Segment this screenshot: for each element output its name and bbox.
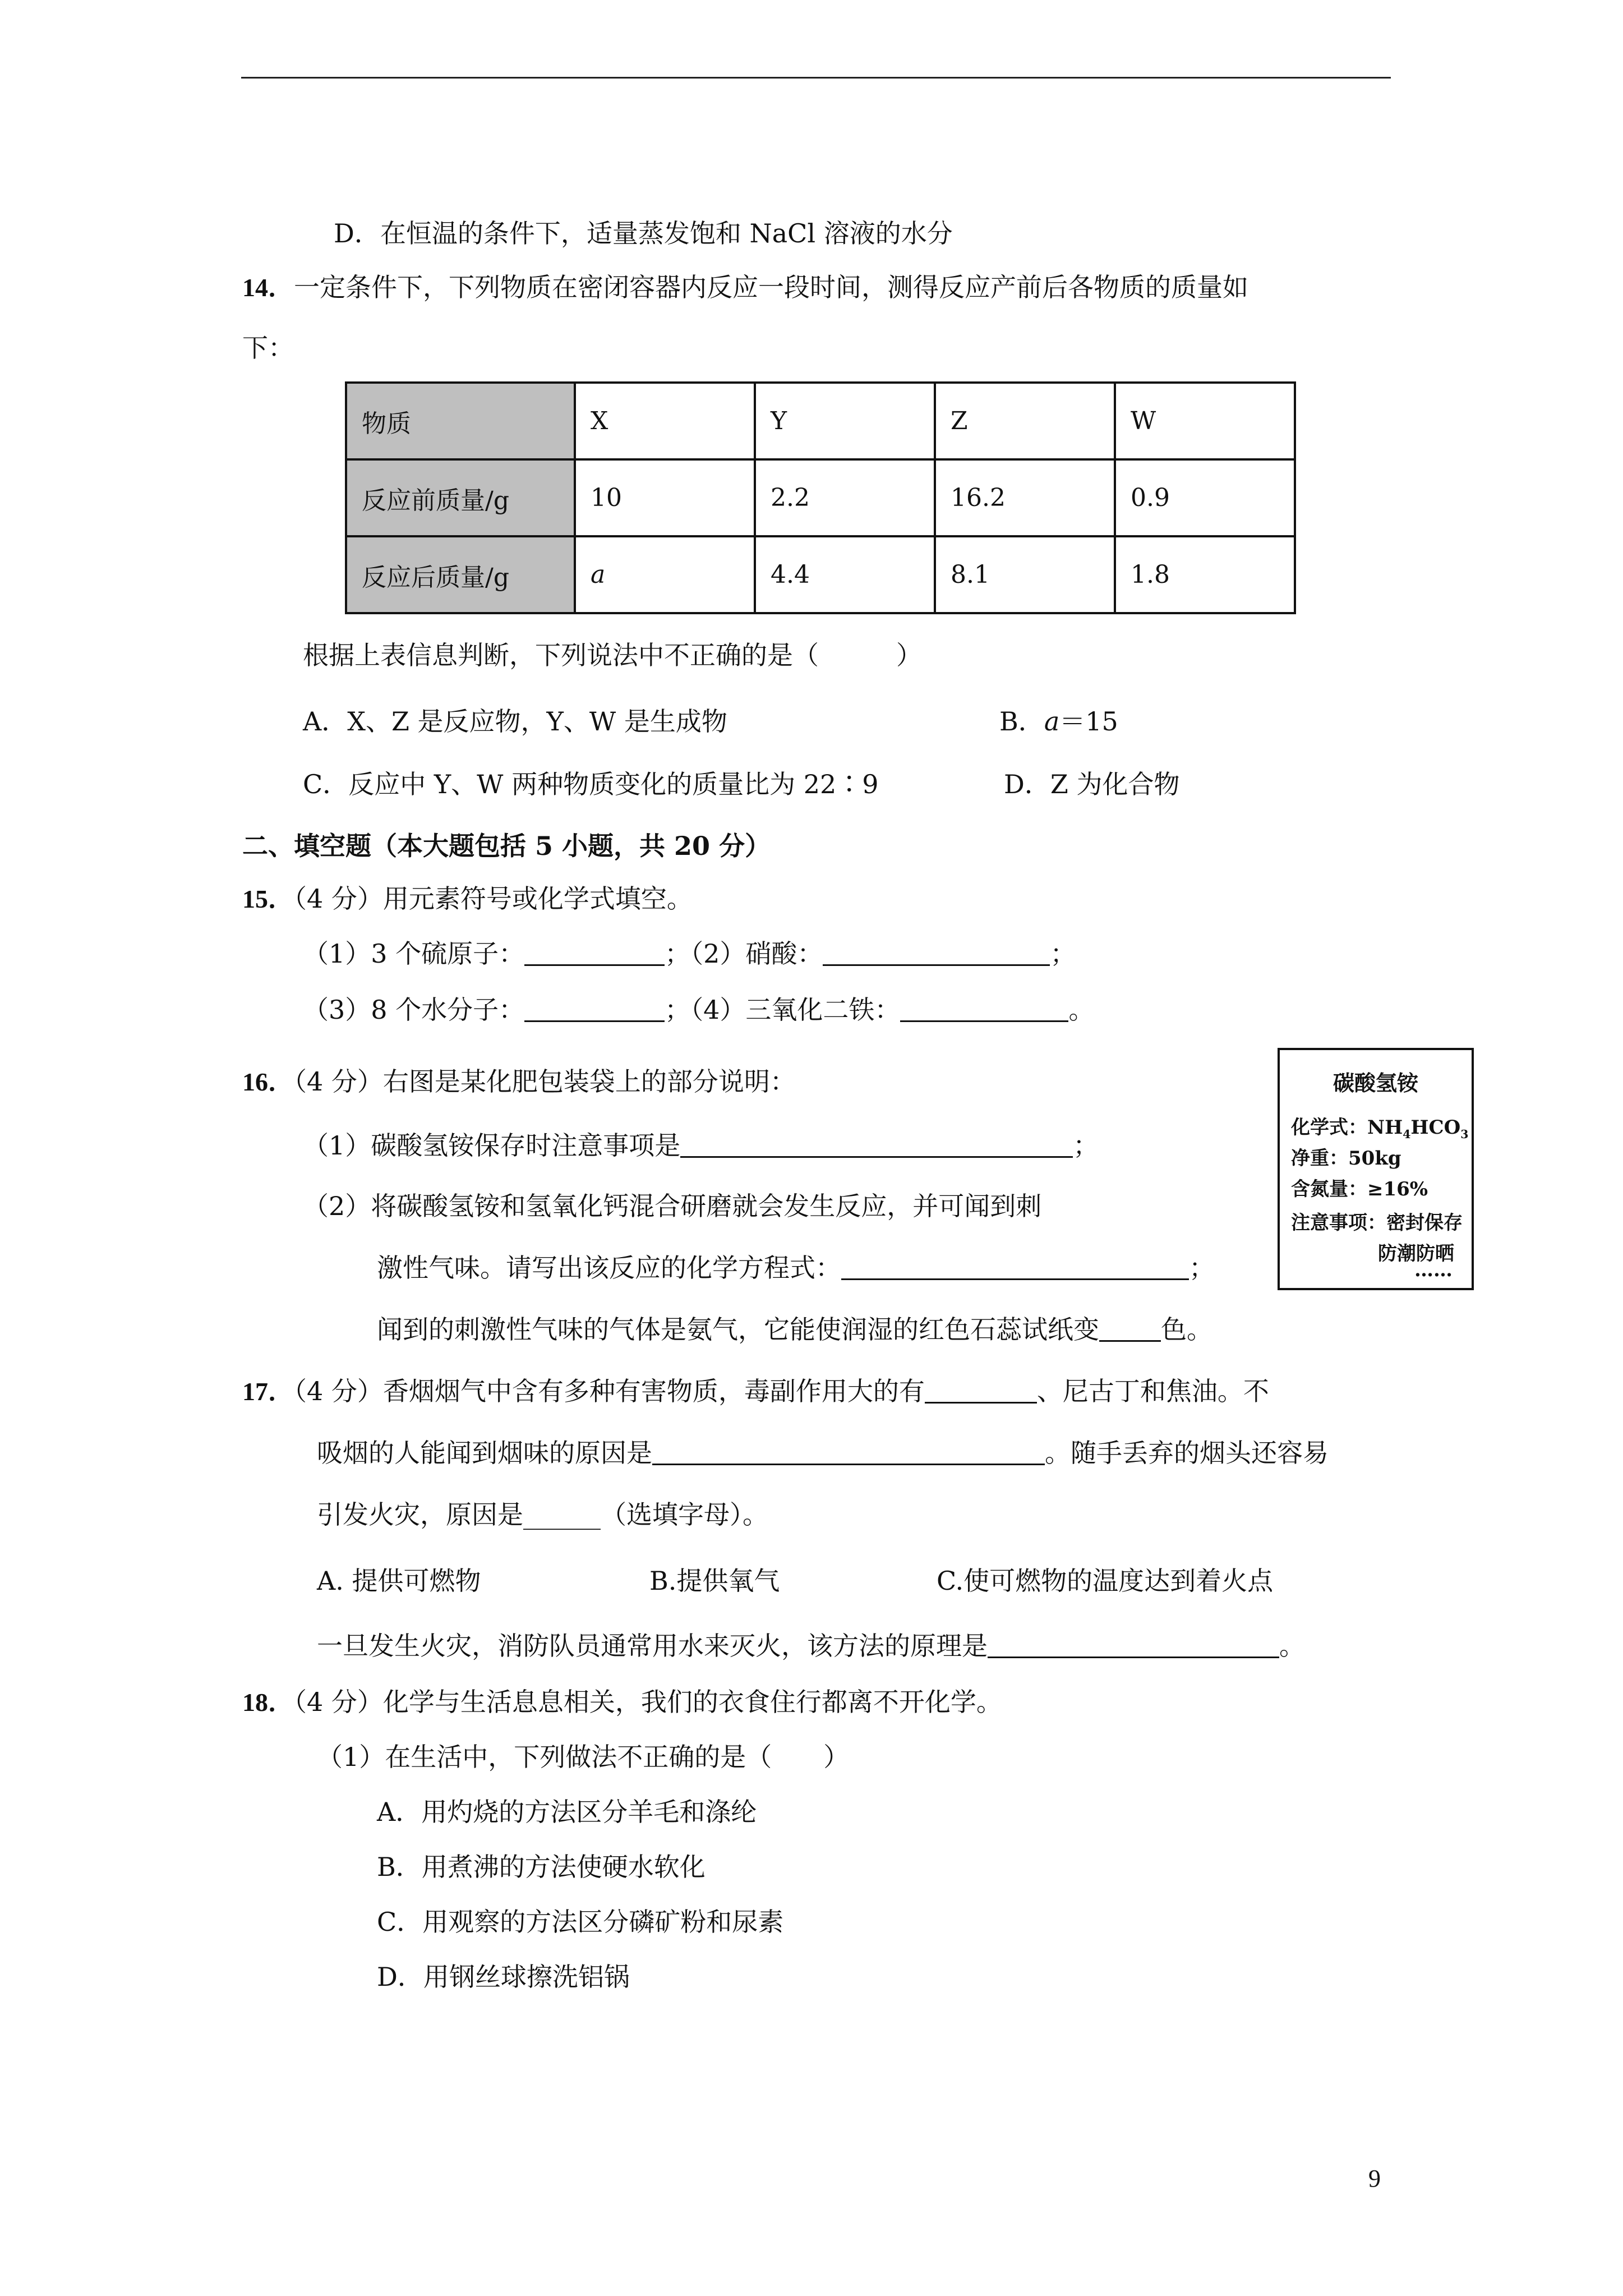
table-row: [346, 536, 1295, 613]
label-formula-text: 化学式：NH: [1291, 1116, 1403, 1139]
table-cell: 1.8: [1115, 536, 1295, 613]
q17-line1: [242, 1374, 1269, 1409]
q17-l1b: 、尼古丁和焦油。不: [1036, 1376, 1269, 1406]
label-formula-sub1: 4: [1403, 1127, 1411, 1141]
answer-blank[interactable]: [900, 998, 1068, 1022]
section-2-title: 二、填空题（本大题包括 5 小题，共 20 分）: [242, 831, 771, 861]
q14-number: 14．: [242, 273, 294, 302]
label-nitrogen: 含氮量：≥16%: [1291, 1178, 1428, 1200]
q15-l2b: ；（4）三氧化二铁：: [665, 995, 901, 1025]
answer-blank[interactable]: [524, 942, 665, 966]
label-notice2: 防潮防晒: [1378, 1243, 1454, 1265]
q18-number: 18．: [242, 1688, 294, 1717]
q17-option-a: A. 提供可燃物: [317, 1566, 481, 1596]
q17-l1a: （4 分）香烟烟气中含有多种有害物质，毒副作用大的有: [294, 1376, 925, 1406]
q13-option-d: D．在恒温的条件下，适量蒸发饱和 NaCl 溶液的水分: [334, 218, 953, 249]
q18-stem: [242, 1685, 1002, 1719]
table-cell: 2.2: [755, 459, 935, 536]
q14-option-b-prefix: B．: [999, 706, 1044, 737]
label-dots: ……: [1414, 1259, 1453, 1281]
q16-stem: [242, 1065, 796, 1099]
table-cell: W: [1115, 383, 1295, 459]
q14-stem-line2: 下：: [242, 333, 294, 363]
table-cell: Z: [935, 383, 1115, 459]
answer-blank[interactable]: [823, 942, 1050, 966]
mass-table: [345, 381, 1296, 614]
label-formula: [1291, 1112, 1468, 1141]
table-row: [346, 383, 1295, 459]
q18-sub1: （1）在生活中，下列做法不正确的是（ ）: [317, 1742, 850, 1772]
q16-line2: （2）将碳酸氢铵和氢氧化钙混合研磨就会发生反应，并可闻到刺: [303, 1191, 1042, 1221]
q17-line2: [317, 1436, 1329, 1470]
label-notice: 注意事项：密封保存: [1291, 1212, 1463, 1234]
q16-l3: 激性气味。请写出该反应的化学方程式：: [377, 1253, 841, 1283]
table-cell: 物质: [346, 383, 575, 459]
answer-blank[interactable]: [1099, 1318, 1161, 1342]
fertilizer-label-box: [1278, 1048, 1474, 1290]
q17-line5: [317, 1629, 1305, 1663]
q15-stem: [242, 882, 693, 916]
answer-blank[interactable]: [680, 1134, 1073, 1158]
header-rule: [241, 77, 1391, 79]
q17-option-b: B.提供氧气: [649, 1566, 780, 1596]
table-cell: 16.2: [935, 459, 1115, 536]
label-formula-mid: HCO: [1410, 1116, 1461, 1139]
q14-question: 根据上表信息判断，下列说法中不正确的是（ ）: [303, 640, 922, 670]
q14-stem-text: 一定条件下，下列物质在密闭容器内反应一段时间，测得反应产前后各物质的质量如: [294, 272, 1248, 302]
table-cell: X: [575, 383, 755, 459]
answer-blank[interactable]: [988, 1634, 1279, 1658]
table-row: [346, 459, 1295, 536]
q15-line2: [303, 993, 1094, 1027]
q17-l5a: 一旦发生火灾，消防队员通常用水来灭火，该方法的原理是: [317, 1631, 988, 1661]
q14-option-b-var: a: [1044, 706, 1060, 737]
q16-stem-text: （4 分）右图是某化肥包装袋上的部分说明：: [294, 1066, 796, 1097]
q14-stem-line1: [242, 270, 1248, 305]
table-cell: a: [575, 536, 755, 613]
q16-line4: [377, 1313, 1212, 1346]
q17-l2a: 吸烟的人能闻到烟味的原因是: [317, 1438, 652, 1468]
answer-blank[interactable]: [524, 998, 665, 1022]
q17-option-c: C.使可燃物的温度达到着火点: [937, 1566, 1274, 1596]
q16-l1end: ；: [1073, 1130, 1099, 1161]
label-title: 碳酸氢铵: [1332, 1070, 1418, 1096]
q18-option-b: B．用煮沸的方法使硬水软化: [377, 1852, 706, 1882]
q14-option-b-rest: ＝15: [1059, 706, 1118, 737]
label-formula-sub2: 3: [1460, 1127, 1469, 1141]
answer-blank[interactable]: [841, 1256, 1189, 1280]
q15-l2a: （3）8 个水分子：: [303, 995, 525, 1025]
table-cell: 4.4: [755, 536, 935, 613]
q15-number: 15．: [242, 885, 294, 913]
q14-option-d: D．Z 为化合物: [1004, 769, 1180, 799]
q17-l2b: 。随手丢弃的烟头还容易: [1045, 1438, 1329, 1468]
q16-l4: 闻到的刺激性气味的气体是氨气，它能使润湿的红色石蕊试纸变: [377, 1314, 1099, 1345]
answer-blank[interactable]: [925, 1379, 1037, 1404]
q15-line1: [303, 937, 1076, 970]
q18-option-a: A．用灼烧的方法区分羊毛和涤纶: [377, 1797, 757, 1827]
table-cell: 反应后质量/g: [346, 536, 575, 613]
q18-stem-text: （4 分）化学与生活息息相关，我们的衣食住行都离不开化学。: [294, 1687, 1002, 1717]
q15-l1b: ；（2）硝酸：: [665, 938, 823, 969]
q16-number: 16．: [242, 1068, 294, 1096]
q16-l1: （1）碳酸氢铵保存时注意事项是: [303, 1130, 681, 1161]
q17-l5b: 。: [1279, 1631, 1305, 1661]
q14-option-c: C．反应中 Y、W 两种物质变化的质量比为 22∶9: [303, 769, 879, 799]
q17-line3: 引发火灾，原因是______（选填字母）。: [317, 1499, 768, 1530]
q14-option-b: [999, 705, 1118, 738]
q16-line1: [303, 1129, 1099, 1162]
table-cell: Y: [755, 383, 935, 459]
q15-stem-text: （4 分）用元素符号或化学式填空。: [294, 884, 693, 914]
table-cell: 0.9: [1115, 459, 1295, 536]
page-number: 9: [1368, 2165, 1381, 2192]
q17-number: 17．: [242, 1377, 294, 1406]
label-weight: 净重：50kg: [1291, 1147, 1401, 1170]
answer-blank[interactable]: [652, 1441, 1045, 1465]
q15-l1c: ；: [1050, 938, 1076, 969]
q16-line3: [377, 1251, 1215, 1285]
q16-l4end: 色。: [1161, 1314, 1212, 1345]
table-cell: 10: [575, 459, 755, 536]
table-cell: 反应前质量/g: [346, 459, 575, 536]
q15-l1a: （1）3 个硫原子：: [303, 938, 525, 969]
table-cell: 8.1: [935, 536, 1115, 613]
q18-option-c: C．用观察的方法区分磷矿粉和尿素: [377, 1907, 784, 1937]
q18-option-d: D．用钢丝球擦洗铝锅: [377, 1962, 630, 1992]
q16-l3end: ；: [1189, 1253, 1215, 1283]
q14-option-a: A．X、Z 是反应物，Y、W 是生成物: [303, 706, 727, 737]
q15-l2c: 。: [1068, 995, 1095, 1025]
